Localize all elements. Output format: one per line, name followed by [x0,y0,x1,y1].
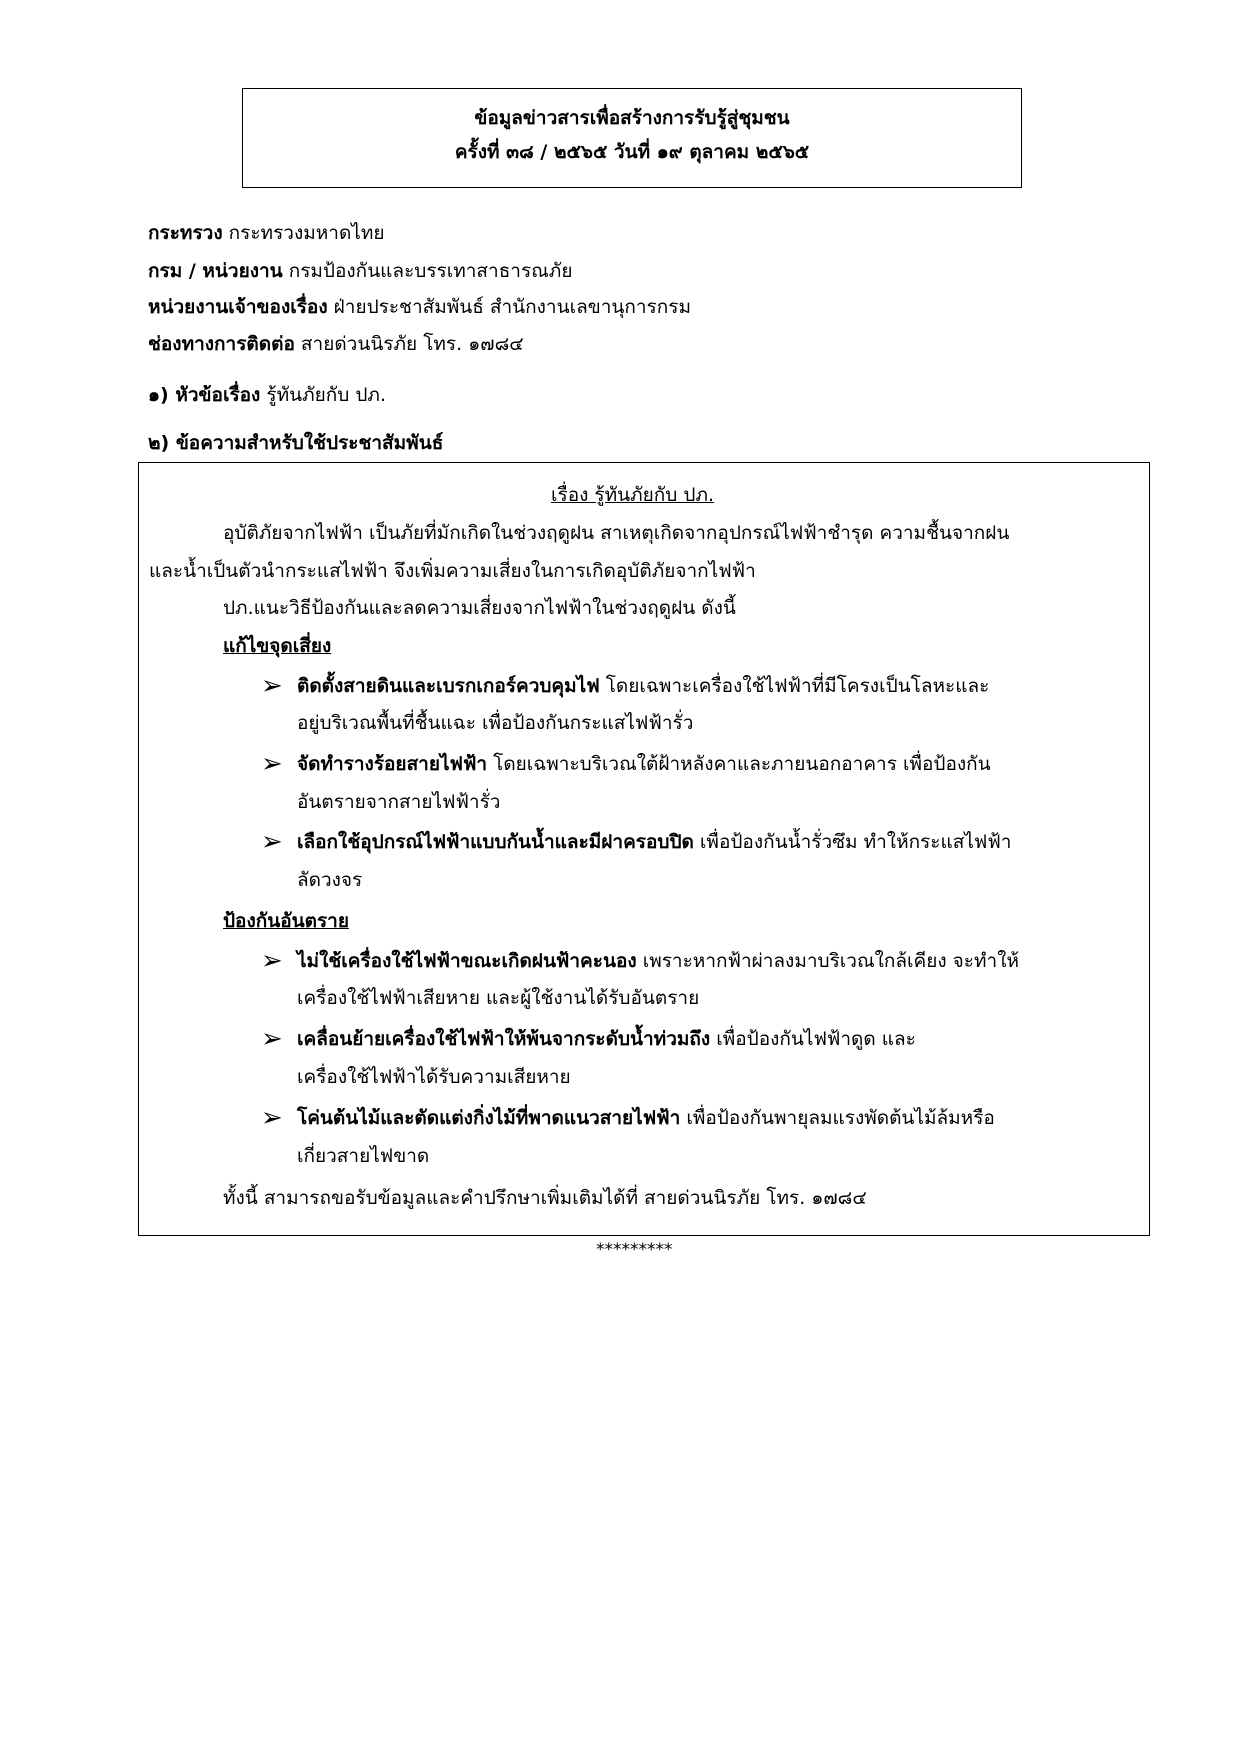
meta-contact-value: สายด่วนนิรภัย โทร. ๑๗๘๔ [300,333,524,355]
content-box [138,462,1150,1236]
advice-line: ปภ.แนะวิธีป้องกันและลดความเสี่ยงจากไฟฟ้าในช่วงฤดูฝน ดังนี้ [223,597,736,619]
meta-ministry-label: กระทรวง [148,222,223,244]
meta-contact [148,329,524,359]
arrow-bullet-icon: ➢ [261,671,283,701]
bullet-bold-text: ติดตั้งสายดินและเบรกเกอร์ควบคุมไฟ [297,675,600,697]
arrow-bullet-icon: ➢ [261,1103,283,1133]
meta-ministry-value: กระทรวงมหาดไทย [228,222,385,244]
meta-owner-value: ฝ่ายประชาสัมพันธ์ สำนักงานเลขานุการกรม [333,296,691,318]
meta-owner [148,292,691,322]
bullet-text: โดยเฉพาะเครื่องใช้ไฟฟ้าที่มีโครงเป็นโลหะและ [599,675,990,697]
bullet-text: เพื่อป้องกันไฟฟ้าดูด และ [710,1028,916,1050]
section-message-label: ๒) ข้อความสำหรับใช้ประชาสัมพันธ์ [148,432,444,454]
intro-line-1: อุบัติภัยจากไฟฟ้า เป็นภัยที่มักเกิดในช่วงฤดูฝน สาเหตุเกิดจากอุปกรณ์ไฟฟ้าชำรุด ความชื้นจากฝน [223,522,1010,544]
bullet-item [297,827,1011,857]
meta-ministry [148,218,385,248]
bullet-continuation: เครื่องใช้ไฟฟ้าเสียหาย และผู้ใช้งานได้รับอันตราย [297,987,700,1009]
bullet-item [297,1024,916,1054]
bullet-continuation: เกี่ยวสายไฟขาด [297,1145,430,1167]
bullet-bold-text: โค่นต้นไม้และตัดแต่งกิ่งไม้ที่พาดแนวสายไฟฟ้า [297,1107,681,1129]
section-topic [148,380,386,410]
heading-prevent-danger: ป้องกันอันตราย [223,910,349,932]
meta-contact-label: ช่องทางการติดต่อ [148,333,295,355]
bullet-item [297,671,989,701]
content-title: เรื่อง รู้ทันภัยกับ ปภ. [551,484,715,506]
bullet-text: เพราะหากฟ้าผ่าลงมาบริเวณใกล้เคียง จะทำให้ [636,950,1019,972]
footer-stars: ********* [596,1240,673,1260]
arrow-bullet-icon: ➢ [261,946,283,976]
bullet-continuation: อยู่บริเวณพื้นที่ชื้นแฉะ เพื่อป้องกันกระแสไฟฟ้ารั่ว [297,712,694,734]
meta-owner-label: หน่วยงานเจ้าของเรื่อง [148,296,328,318]
meta-dept-label: กรม / หน่วยงาน [148,260,283,282]
section-topic-label: ๑) หัวข้อเรื่อง [148,384,261,406]
intro-line-2: และน้ำเป็นตัวนำกระแสไฟฟ้า จึงเพิ่มความเสี่ยงในการเกิดอุบัติภัยจากไฟฟ้า [149,560,756,582]
bullet-bold-text: ไม่ใช้เครื่องใช้ไฟฟ้าขณะเกิดฝนฟ้าคะนอง [297,950,637,972]
heading-fix-risk: แก้ไขจุดเสี่ยง [223,635,332,657]
meta-department [148,256,572,286]
section-topic-value: รู้ทันภัยกับ ปภ. [266,384,386,406]
header-title: ข้อมูลข่าวสารเพื่อสร้างการรับรู้สู่ชุมชน [474,107,790,129]
bullet-bold-text: จัดทำรางร้อยสายไฟฟ้า [297,753,488,775]
bullet-continuation: ลัดวงจร [297,869,363,891]
section-message [148,428,443,458]
bullet-item [297,749,991,779]
bullet-text: เพื่อป้องกันพายุลมแรงพัดต้นไม้ล้มหรือ [680,1107,995,1129]
header-issue-date: ครั้งที่ ๓๘ / ๒๕๖๕ วันที่ ๑๙ ตุลาคม ๒๕๖๕ [454,141,810,163]
bullet-continuation: อันตรายจากสายไฟฟ้ารั่ว [297,791,501,813]
header-box [242,88,1022,188]
bullet-bold-text: เคลื่อนย้ายเครื่องใช้ไฟฟ้าให้พ้นจากระดับน้ำท่วมถึง [297,1028,711,1050]
bullet-item [297,946,1019,976]
meta-dept-value: กรมป้องกันและบรรเทาสาธารณภัย [288,260,573,282]
bullet-text: โดยเฉพาะบริเวณใต้ฝ้าหลังคาและภายนอกอาคาร เพื่อป้องกัน [487,753,991,775]
arrow-bullet-icon: ➢ [261,827,283,857]
bullet-continuation: เครื่องใช้ไฟฟ้าได้รับความเสียหาย [297,1066,571,1088]
bullet-bold-text: เลือกใช้อุปกรณ์ไฟฟ้าแบบกันน้ำและมีฝาครอบปิด [297,831,694,853]
bullet-text: เพื่อป้องกันน้ำรั่วซึม ทำให้กระแสไฟฟ้า [693,831,1012,853]
closing-line: ทั้งนี้ สามารถขอรับข้อมูลและคำปรึกษาเพิ่มเติมได้ที่ สายด่วนนิรภัย โทร. ๑๗๘๔ [223,1187,867,1209]
arrow-bullet-icon: ➢ [261,749,283,779]
bullet-item [297,1103,995,1133]
arrow-bullet-icon: ➢ [261,1024,283,1054]
